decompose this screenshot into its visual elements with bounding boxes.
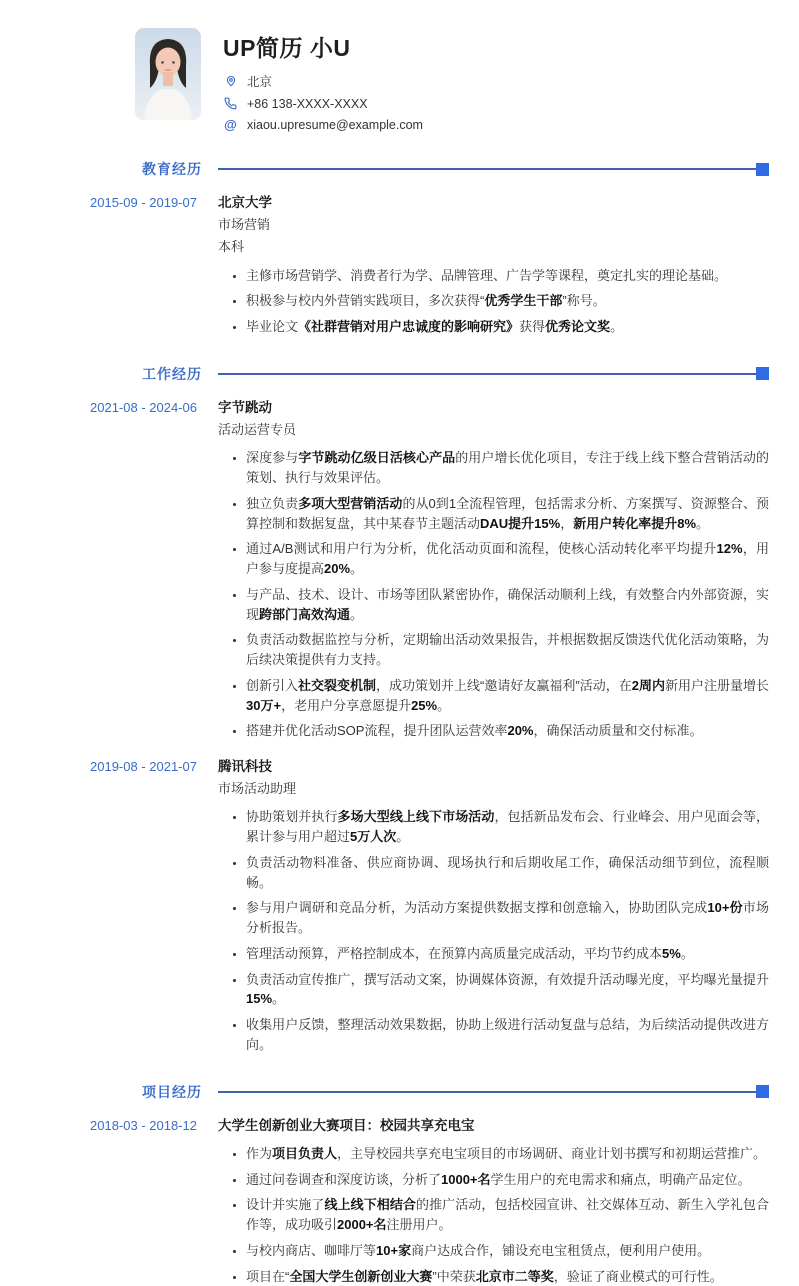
bullet-item: • 协助策划并执行多场大型线上线下市场活动，包括新品发布会、行业峰会、用户见面会等，累计参与用户超过5万人次。 <box>246 807 769 847</box>
entry-body <box>218 1117 769 1286</box>
entry-body <box>218 758 769 1055</box>
bullet-list <box>218 807 769 1054</box>
contact-email <box>223 117 423 132</box>
entry-body <box>218 194 769 337</box>
bullet-item: • 设计并实施了线上线下相结合的推广活动，包括校园宣讲、社交媒体互动、新生入学礼包合作等，成功吸引2000+名注册用户。 <box>246 1195 769 1235</box>
section-rule <box>218 163 769 176</box>
entry-subline: 市场营销 <box>218 217 271 233</box>
bullet-item: • 创新引入社交裂变机制，成功策划并上线“邀请好友赢福利”活动，在2周内新用户注册量增长30万+，老用户分享意愿提升25%。 <box>246 676 769 716</box>
section-rule <box>218 367 769 380</box>
entry-subline: 本科 <box>218 239 245 255</box>
resume-header <box>135 28 769 132</box>
section-header <box>90 159 769 177</box>
bullet-item: • 搭建并优化活动SOP流程，提升团队运营效率20%，确保活动质量和交付标准。 <box>246 721 769 741</box>
entry-date: 2019-08 - 2021-07 <box>90 759 197 774</box>
location-icon <box>223 74 238 89</box>
resume-entry <box>90 194 769 337</box>
bullet-item: • 毕业论文《社群营销对用户忠诚度的影响研究》获得优秀论文奖。 <box>246 317 769 337</box>
entry-date: 2021-08 - 2024-06 <box>90 399 197 415</box>
contact-phone-text: +86 138-XXXX-XXXX <box>247 96 368 111</box>
contact-phone <box>223 96 423 111</box>
bullet-item: • 通过A/B测试和用户行为分析，优化活动页面和流程，使核心活动转化率平均提升12%，用户参与度提高20%。 <box>246 539 769 579</box>
bullet-item: • 独立负责多项大型营销活动的从0到1全流程管理，包括需求分析、方案撰写、资源整合、预算控制和数据复盘，其中某春节主题活动DAU提升15%，新用户转化率提升8%。 <box>246 494 769 534</box>
rule-square-icon <box>756 1085 769 1098</box>
bullet-list <box>218 1144 769 1286</box>
entry-heading: 腾讯科技 <box>218 759 272 774</box>
bullet-item: • 负责活动宣传推广，撰写活动文案，协调媒体资源，有效提升活动曝光度，平均曝光量提升15%。 <box>246 970 769 1010</box>
entry-subline: 市场活动助理 <box>218 781 297 797</box>
bullet-item: • 与产品、技术、设计、市场等团队紧密协作，确保活动顺利上线，有效整合内外部资源，实现跨部门高效沟通。 <box>246 585 769 625</box>
candidate-name: UP简历 小U <box>223 35 351 61</box>
email-icon: @ <box>224 117 237 132</box>
entry-heading: 字节跳动 <box>218 399 272 415</box>
bullet-item: • 作为项目负责人，主导校园共享充电宝项目的市场调研、商业计划书撰写和初期运营推广。 <box>246 1144 769 1164</box>
bullet-item: • 管理活动预算，严格控制成本，在预算内高质量完成活动，平均节约成本5%。 <box>246 944 769 964</box>
bullet-item: • 负责活动数据监控与分析，定期输出活动效果报告，并根据数据反馈迭代优化活动策略，为后续决策提供有力支持。 <box>246 630 769 670</box>
entry-body <box>218 399 769 741</box>
bullet-item: • 负责活动物料准备、供应商协调、现场执行和后期收尾工作，确保活动细节到位，流程顺畅。 <box>246 853 769 893</box>
entry-subline: 活动运营专员 <box>218 422 297 438</box>
bullet-item: • 深度参与字节跳动亿级日活核心产品的用户增长优化项目，专注于线上线下整合营销活动的策划、执行与效果评估。 <box>246 448 769 488</box>
resume-section <box>90 1082 769 1286</box>
contact-location <box>223 72 423 90</box>
resume-entry <box>90 399 769 741</box>
resume-entry <box>90 758 769 1055</box>
rule-square-icon <box>756 367 769 380</box>
rule-line <box>218 1091 756 1093</box>
phone-icon <box>223 96 238 111</box>
bullet-item: • 项目在“全国大学生创新创业大赛”中荣获北京市二等奖，验证了商业模式的可行性。 <box>246 1267 769 1286</box>
rule-square-icon <box>756 163 769 176</box>
section-header <box>90 364 769 382</box>
rule-line <box>218 168 756 170</box>
rule-line <box>218 373 756 375</box>
entry-date: 2015-09 - 2019-07 <box>90 195 197 210</box>
bullet-list <box>218 448 769 741</box>
resume-section <box>90 364 769 1055</box>
contact-email-text: xiaou.upresume@example.com <box>247 117 423 132</box>
entry-date: 2018-03 - 2018-12 <box>90 1117 197 1133</box>
section-header <box>90 1082 769 1100</box>
bullet-item: • 主修市场营销学、消费者行为学、品牌管理、广告学等课程，奠定扎实的理论基础。 <box>246 266 769 286</box>
contact-location-text: 北京 <box>247 75 273 89</box>
bullet-list <box>218 266 769 337</box>
entry-heading: 北京大学 <box>218 195 272 210</box>
resume-section <box>90 159 769 337</box>
section-title: 教育经历 <box>142 161 202 177</box>
entry-heading: 大学生创新创业大赛项目：校园共享充电宝 <box>218 1117 475 1133</box>
bullet-item: • 参与用户调研和竞品分析，为活动方案提供数据支撑和创意输入，协助团队完成10+份市场分析报告。 <box>246 898 769 938</box>
bullet-item: • 收集用户反馈，整理活动效果数据，协助上级进行活动复盘与总结，为后续活动提供改进方向。 <box>246 1015 769 1055</box>
sections-root <box>90 159 769 1286</box>
resume-entry <box>90 1117 769 1286</box>
bullet-item: • 通过问卷调查和深度访谈，分析了1000+名学生用户的充电需求和痛点，明确产品定位。 <box>246 1170 769 1190</box>
section-rule <box>218 1085 769 1098</box>
profile-photo <box>135 28 201 120</box>
section-title: 工作经历 <box>142 365 202 382</box>
header-info <box>223 28 423 132</box>
section-title: 项目经历 <box>142 1083 202 1100</box>
bullet-item: • 与校内商店、咖啡厅等10+家商户达成合作，铺设充电宝租赁点，便利用户使用。 <box>246 1241 769 1261</box>
bullet-item: • 积极参与校内外营销实践项目，多次获得“优秀学生干部”称号。 <box>246 291 769 311</box>
